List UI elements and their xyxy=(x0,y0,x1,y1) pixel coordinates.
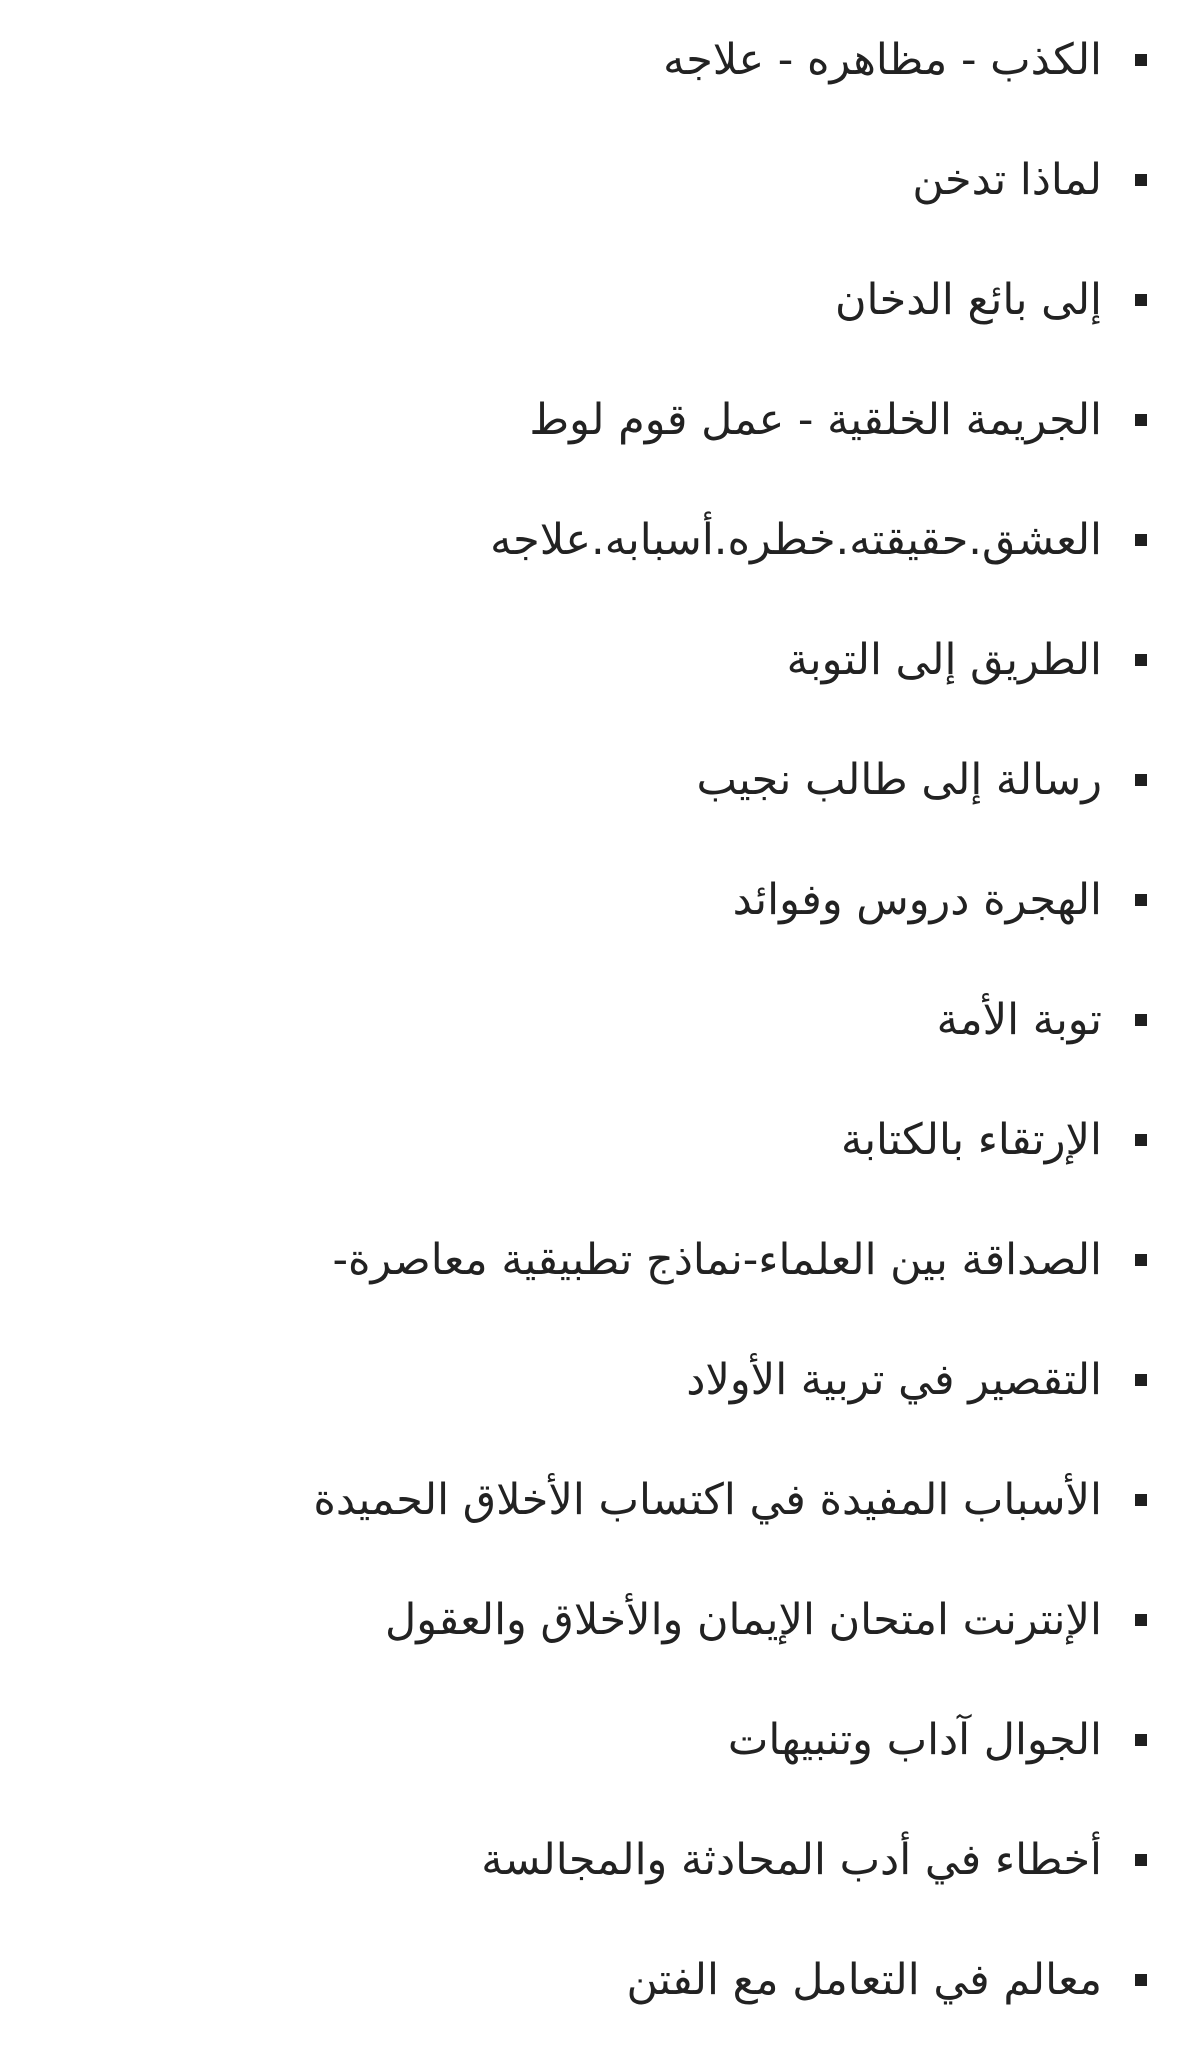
list-item[interactable] xyxy=(0,1440,1197,1560)
square-bullet-icon xyxy=(1135,894,1147,906)
list-item-link[interactable]: الصداقة بين العلماء-نماذج تطبيقية معاصرة- xyxy=(332,1234,1102,1285)
square-bullet-icon xyxy=(1135,54,1147,66)
list-item-link[interactable]: الجوال آداب وتنبيهات xyxy=(727,1714,1102,1765)
list-item-link[interactable]: الإرتقاء بالكتابة xyxy=(841,1114,1102,1165)
list-item-link[interactable]: أخطاء في أدب المحادثة والمجالسة xyxy=(481,1834,1102,1885)
square-bullet-icon xyxy=(1135,654,1147,666)
list-item-link[interactable]: التقصير في تربية الأولاد xyxy=(686,1354,1102,1405)
list-item-link[interactable]: الكذب - مظاهره - علاجه xyxy=(663,34,1102,85)
list-item[interactable] xyxy=(0,240,1197,360)
list-item[interactable] xyxy=(0,1080,1197,1200)
list-item[interactable] xyxy=(0,1320,1197,1440)
list-item-link[interactable]: العشق.حقيقته.خطره.أسبابه.علاجه xyxy=(490,514,1102,565)
list-item[interactable] xyxy=(0,0,1197,120)
list-item-link[interactable]: الأسباب المفيدة في اكتساب الأخلاق الحميدة xyxy=(313,1474,1102,1525)
square-bullet-icon xyxy=(1135,774,1147,786)
list-item[interactable] xyxy=(0,840,1197,960)
list-item-link[interactable]: رسالة إلى طالب نجيب xyxy=(696,754,1102,805)
list-item-link[interactable]: معالم في التعامل مع الفتن xyxy=(626,1954,1102,2005)
square-bullet-icon xyxy=(1135,1254,1147,1266)
square-bullet-icon xyxy=(1135,1734,1147,1746)
list-item[interactable] xyxy=(0,1800,1197,1920)
list-item[interactable] xyxy=(0,1560,1197,1680)
square-bullet-icon xyxy=(1135,1494,1147,1506)
list-item[interactable] xyxy=(0,1920,1197,2040)
list-item[interactable] xyxy=(0,720,1197,840)
list-item[interactable] xyxy=(0,1680,1197,1800)
square-bullet-icon xyxy=(1135,1134,1147,1146)
list-item-link[interactable]: الطريق إلى التوبة xyxy=(786,634,1102,685)
list-item-link[interactable]: لماذا تدخن xyxy=(912,154,1102,205)
square-bullet-icon xyxy=(1135,1374,1147,1386)
list-item[interactable] xyxy=(0,120,1197,240)
list-item-link[interactable]: الجريمة الخلقية - عمل قوم لوط xyxy=(529,394,1102,445)
square-bullet-icon xyxy=(1135,294,1147,306)
list-item[interactable] xyxy=(0,480,1197,600)
list-item-link[interactable]: إلى بائع الدخان xyxy=(834,274,1102,325)
square-bullet-icon xyxy=(1135,534,1147,546)
list-item[interactable] xyxy=(0,1200,1197,1320)
square-bullet-icon xyxy=(1135,174,1147,186)
list-item-link[interactable]: الهجرة دروس وفوائد xyxy=(732,874,1102,925)
square-bullet-icon xyxy=(1135,1614,1147,1626)
list-item[interactable] xyxy=(0,600,1197,720)
list-item-link[interactable]: الإنترنت امتحان الإيمان والأخلاق والعقول xyxy=(385,1594,1102,1645)
list-item-link[interactable]: توبة الأمة xyxy=(936,994,1102,1045)
list-item[interactable] xyxy=(0,960,1197,1080)
square-bullet-icon xyxy=(1135,1014,1147,1026)
square-bullet-icon xyxy=(1135,414,1147,426)
square-bullet-icon xyxy=(1135,1854,1147,1866)
list-item[interactable] xyxy=(0,360,1197,480)
square-bullet-icon xyxy=(1135,1974,1147,1986)
